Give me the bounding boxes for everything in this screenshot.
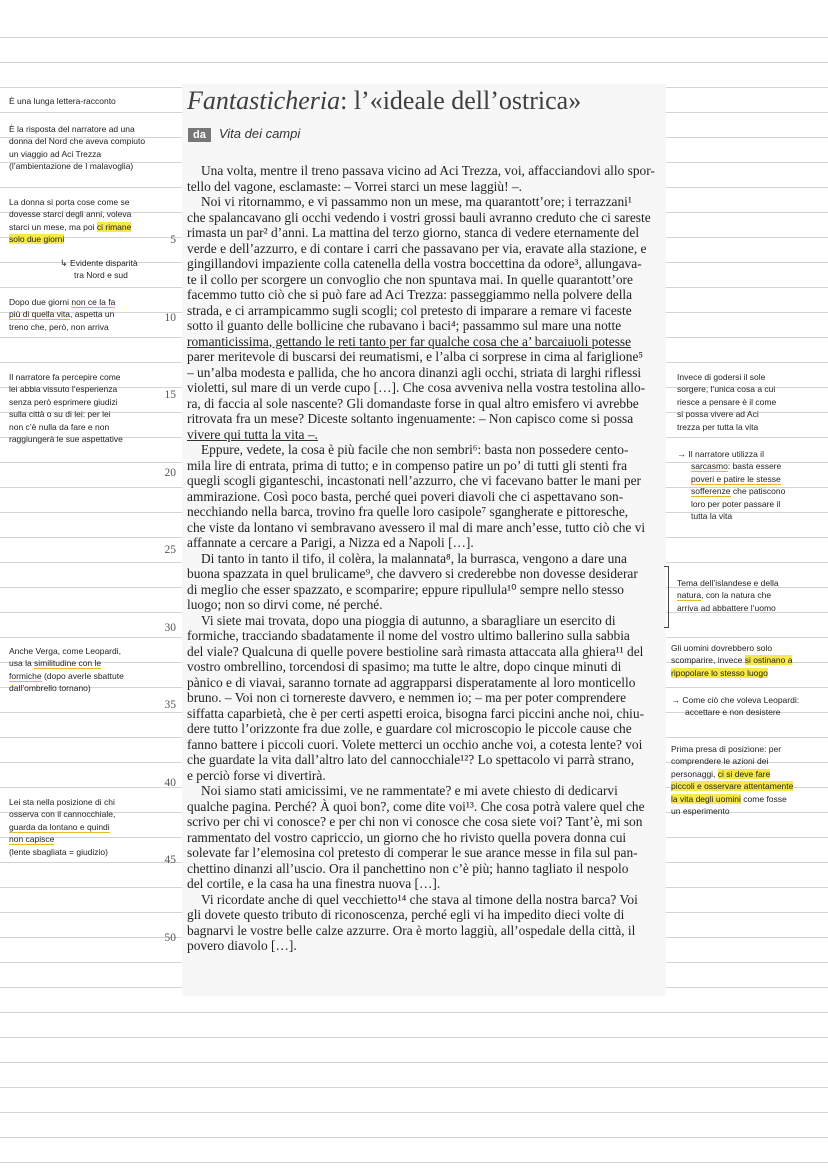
text-line: formiche, tracciando sbadatamente il nome del vostro ultimo ballerino sulla sabbia (187, 628, 630, 643)
line-number: 50 (164, 932, 176, 944)
line-number: 20 (164, 467, 176, 479)
note-letter: È una lunga lettera-racconto (9, 96, 116, 106)
body-text (187, 163, 657, 954)
note-men: Gli uomini dovrebbero solo scomparire, invece si ostinano a ripopolare lo stesso luogo (671, 643, 793, 678)
text-line: necchiando nella barca, trovino fra quelle loro casipole⁷ sgangherate e pittoresche, (187, 504, 629, 519)
arrow-icon: ↳ (60, 258, 71, 268)
text-line: che guardate la vita dall’altro lato del cannocchiale¹²? Lo spettacolo vi parrà strano, (187, 752, 635, 767)
line-number: 45 (164, 854, 176, 866)
page-title: Fantasticheria: l’«ideale dell’ostrica» (187, 86, 582, 115)
text-line: rimasta un par² d’anni. La mattina del terzo giorno, stanca di vedere eternamente del (187, 225, 640, 240)
text-line: Vi ricordate anche di quel vecchietto¹⁴ che stava al timone della nostra barca? Voi (201, 891, 638, 907)
text-line: romanticissima, gettando le reti tanto per far qualche cosa che a’ barcaiuoli potesse (187, 333, 632, 349)
line-number: 5 (170, 234, 176, 246)
source-tag: da (188, 128, 211, 142)
text-line: vivere qui tutta la vita –. (187, 426, 318, 442)
text-line: te il collo per scorgere un convoglio che non spuntava mai. In quelle quarantott’ore (187, 271, 633, 287)
text-line: affannate a cercare a Parigi, a Nizza ed a Napoli […]. (187, 535, 474, 550)
note-position: Prima presa di posizione: per comprendere le azioni dei personaggi, ci si deve fare piccoli e osservare attentamente la vita degli uomini come fosse un esperimento (671, 744, 794, 816)
text-line: chettino dinanzi all’uscio. Ora il panchettino non c’è più; hanno tagliato il nespolo (187, 860, 629, 876)
source-book: Vita dei campi (218, 126, 301, 141)
text-line: sotto il guanto delle bollicine che rubavano i baci⁴; passammo sul mare una notte (187, 318, 622, 333)
note-sarcasm: → Il narratore utilizza il sarcasmo: basta essere poveri e patire le stesse sofferenze che patiscono loro per poter passare il tutta la vita (677, 449, 786, 521)
text-line: del viale? Qualcuna di quelle povere bestioline sarà rimasta attaccata alla ghiera¹¹ del (187, 643, 644, 659)
text-line: gingillandovi impaziente colla catenella della vostra boccettina da odore³, allungava- (187, 256, 642, 271)
text-line: siffatta caparbietà, che è per certi aspetti eroica, bisogna farci piccini anche noi, chiu- (187, 705, 645, 721)
arrow-icon: → (677, 449, 686, 459)
text-line: luogo; non so dirvi come, né perché. (187, 597, 383, 612)
text-line: ra, di faccia al sole nascente? Gli domandaste forse in qual altro emisfero vi avrebbe (187, 395, 639, 411)
note-disparity: ↳ Evidente disparità tra Nord e sud (60, 258, 138, 281)
text-line: vostro ombrellino, torcendosi di spasimo; ma tutte le altre, dopo cinque minuti di (187, 659, 622, 674)
line-number: 15 (164, 389, 176, 401)
text-line: solevate far l’elemosina col pretesto di comperar le sue arance messe in fila sul pan- (187, 845, 638, 860)
text-line: Di tanto in tanto il tifo, il colèra, la malannata⁸, la burrasca, vengono a dare una (201, 550, 627, 566)
text-line: e perciò forse vi divertirà. (187, 767, 326, 783)
line-number: 10 (164, 312, 176, 324)
text-line: strada, e ci arrampicammo sugli scogli; col pretesto di imparare a remare vi faceste (187, 302, 632, 318)
line-number: 25 (164, 544, 176, 556)
note-reply: È la risposta del narratore ad una donna del Nord che aveva compiuto un viaggio ad Aci Trezza (l’ambientazione de I malavoglia) (9, 124, 146, 172)
text-line: Una volta, mentre il treno passava vicino ad Aci Trezza, voi, affacciandovi allo spor- (201, 163, 655, 178)
arrow-icon: → (671, 695, 680, 705)
text-line: verde e dell’azzurro, e di contare i carri che passavano per via, eravate alla stazione, e (187, 240, 647, 256)
text-line: Noi siamo stati amicissimi, ve ne rammentate? e mi avete chiesto di dedicarvi (201, 783, 618, 798)
text-line: bruno. – Voi non ci tornereste davvero, e nemmen io; – ma per poter comprendere (187, 690, 627, 705)
text-line: pànico e di viavai, saranno tornate ad aggrapparsi disperatamente al loro monticello (187, 674, 636, 690)
text-line: Vi siete mai trovata, dopo una pioggia di autunno, a sbaragliare un esercito di (201, 612, 616, 628)
source-line (188, 126, 300, 141)
text-line: fanno battere i piccoli cuori. Volete metterci un occhio anche voi, a cotesta lente? voi (187, 736, 643, 752)
line-number: 30 (164, 622, 176, 634)
text-line: Eppure, vedete, la cosa è più facile che non sembri⁶: basta non possedere cento- (201, 442, 629, 457)
text-line: scrivo per chi vi conosce? e per chi non vi conosce che cosa siete voi? Tant’è, mi son (187, 814, 643, 829)
note-nature: Tema dell’islandese e della natura, con la natura che arriva ad abbattere l’uomo (677, 578, 779, 613)
text-line: bagnarvi le vostre belle calze azzurre. Ora è morto laggiù, all’ospedale della città, il (187, 922, 636, 938)
text-line: qualche pagina. Perché? À quoi bon?, come dite voi¹³. Che cosa potrà valere quel che (187, 798, 645, 814)
note-two-days: Dopo due giorni non ce la fa più di quella vita, aspetta un treno che, però, non arriva (9, 297, 116, 332)
text-line: facemmo tutto ciò che si può fare ad Aci Trezza: passeggiammo nella polvere della (187, 287, 633, 302)
text-line: gli dovete questo tributo di riconoscenza, perché egli vi ha impedito dieci volte di (187, 907, 625, 922)
text-line: Noi vi ritornammo, e vi passammo non un mese, ma quarantott’ore; i terrazzani¹ (201, 194, 632, 209)
text-line: ammirazione. Così poco basta, perché quei poveri diavoli che ci aspettavano son- (187, 488, 624, 504)
text-line: che viste da lontano vi sembravano avessero il mal di mare anch’esse, tutto ciò che vi (187, 519, 646, 535)
text-line: ritrovata fra un mese? Diceste soltanto ingenuamente: – Non capisco come si possa (187, 411, 634, 426)
note-narrator: Il narratore fa percepire come lei abbia vissuto l’esperienza senza però esprimere giudizi sulla città o su di lei: per lei non c’è nulla da fare e non raggiungerà le sue aspettative (9, 372, 123, 444)
note-sunrise: Invece di godersi il sole sorgere, l’unica cosa a cui riesce a pensare è il come si possa vivere ad Aci trezza per tutta la vita (677, 372, 777, 432)
text-line: povero diavolo […]. (187, 938, 297, 953)
text-line: del cortile, e la casa ha una finestra nuova […]. (187, 876, 441, 891)
text-line: buona spazzata in quel brulicame⁹, che davvero si crederebbe non dovesse desiderar (187, 566, 638, 581)
note-leopardi: → Come ciò che voleva Leopardi: accettare e non desistere (671, 695, 800, 718)
note-stay: La donna si porta cose come se dovesse starci degli anni, voleva starci un mese, ma poi ci rimane solo due giorni (9, 197, 132, 245)
text-line: dere tutto l’orizzonte fra due zolle, e guardare col microscopio le piccole cause che (187, 721, 632, 736)
text-line: mila lire di entrata, prima di tutto; e in compenso patire un po’ di tutti gli stenti fra (187, 457, 628, 473)
text-line: parer meritevole di buscarsi dei reumatismi, e l’alba ci sorprese in cima al fariglione⁵ (187, 349, 644, 364)
note-telescope: Lei sta nella posizione di chi osserva con il cannocchiale, guarda da lontano e quindi non capisce (lente sbagliata = giudizio) (9, 797, 116, 857)
line-number: 40 (164, 777, 176, 789)
text-line: tello del vagone, esclamaste: – Vorrei starci un mese laggiù! –. (187, 178, 522, 194)
text-line: rammentato del vostro capriccio, un giorno che ho rivisto quella povera donna cui (187, 829, 627, 845)
text-line: violetti, sul mare di un verde cupo […]. Che cosa avveniva nella vostra testolina allo- (187, 380, 646, 395)
text-line: quegli scogli giganteschi, incastonati nell’azzurro, che vi facevano batter le mani per (187, 473, 641, 488)
text-line: – un’alba modesta e pallida, che ho ancora dinanzi agli occhi, striata di larghi riflessi (187, 364, 642, 380)
line-number: 35 (164, 699, 176, 711)
text-line: di meglio che esser spazzato, e scomparire; eppure ripullula¹⁰ sempre nello stesso (187, 581, 624, 597)
bracket-mark (664, 566, 669, 628)
note-ants: Anche Verga, come Leopardi, usa la similitudine con le formiche (dopo averle sbattute dall’ombrello tornano) (9, 646, 124, 694)
text-line: che spalancavano gli occhi vedendo i vostri grossi bauli avranno creduto che ci sareste (187, 209, 651, 225)
